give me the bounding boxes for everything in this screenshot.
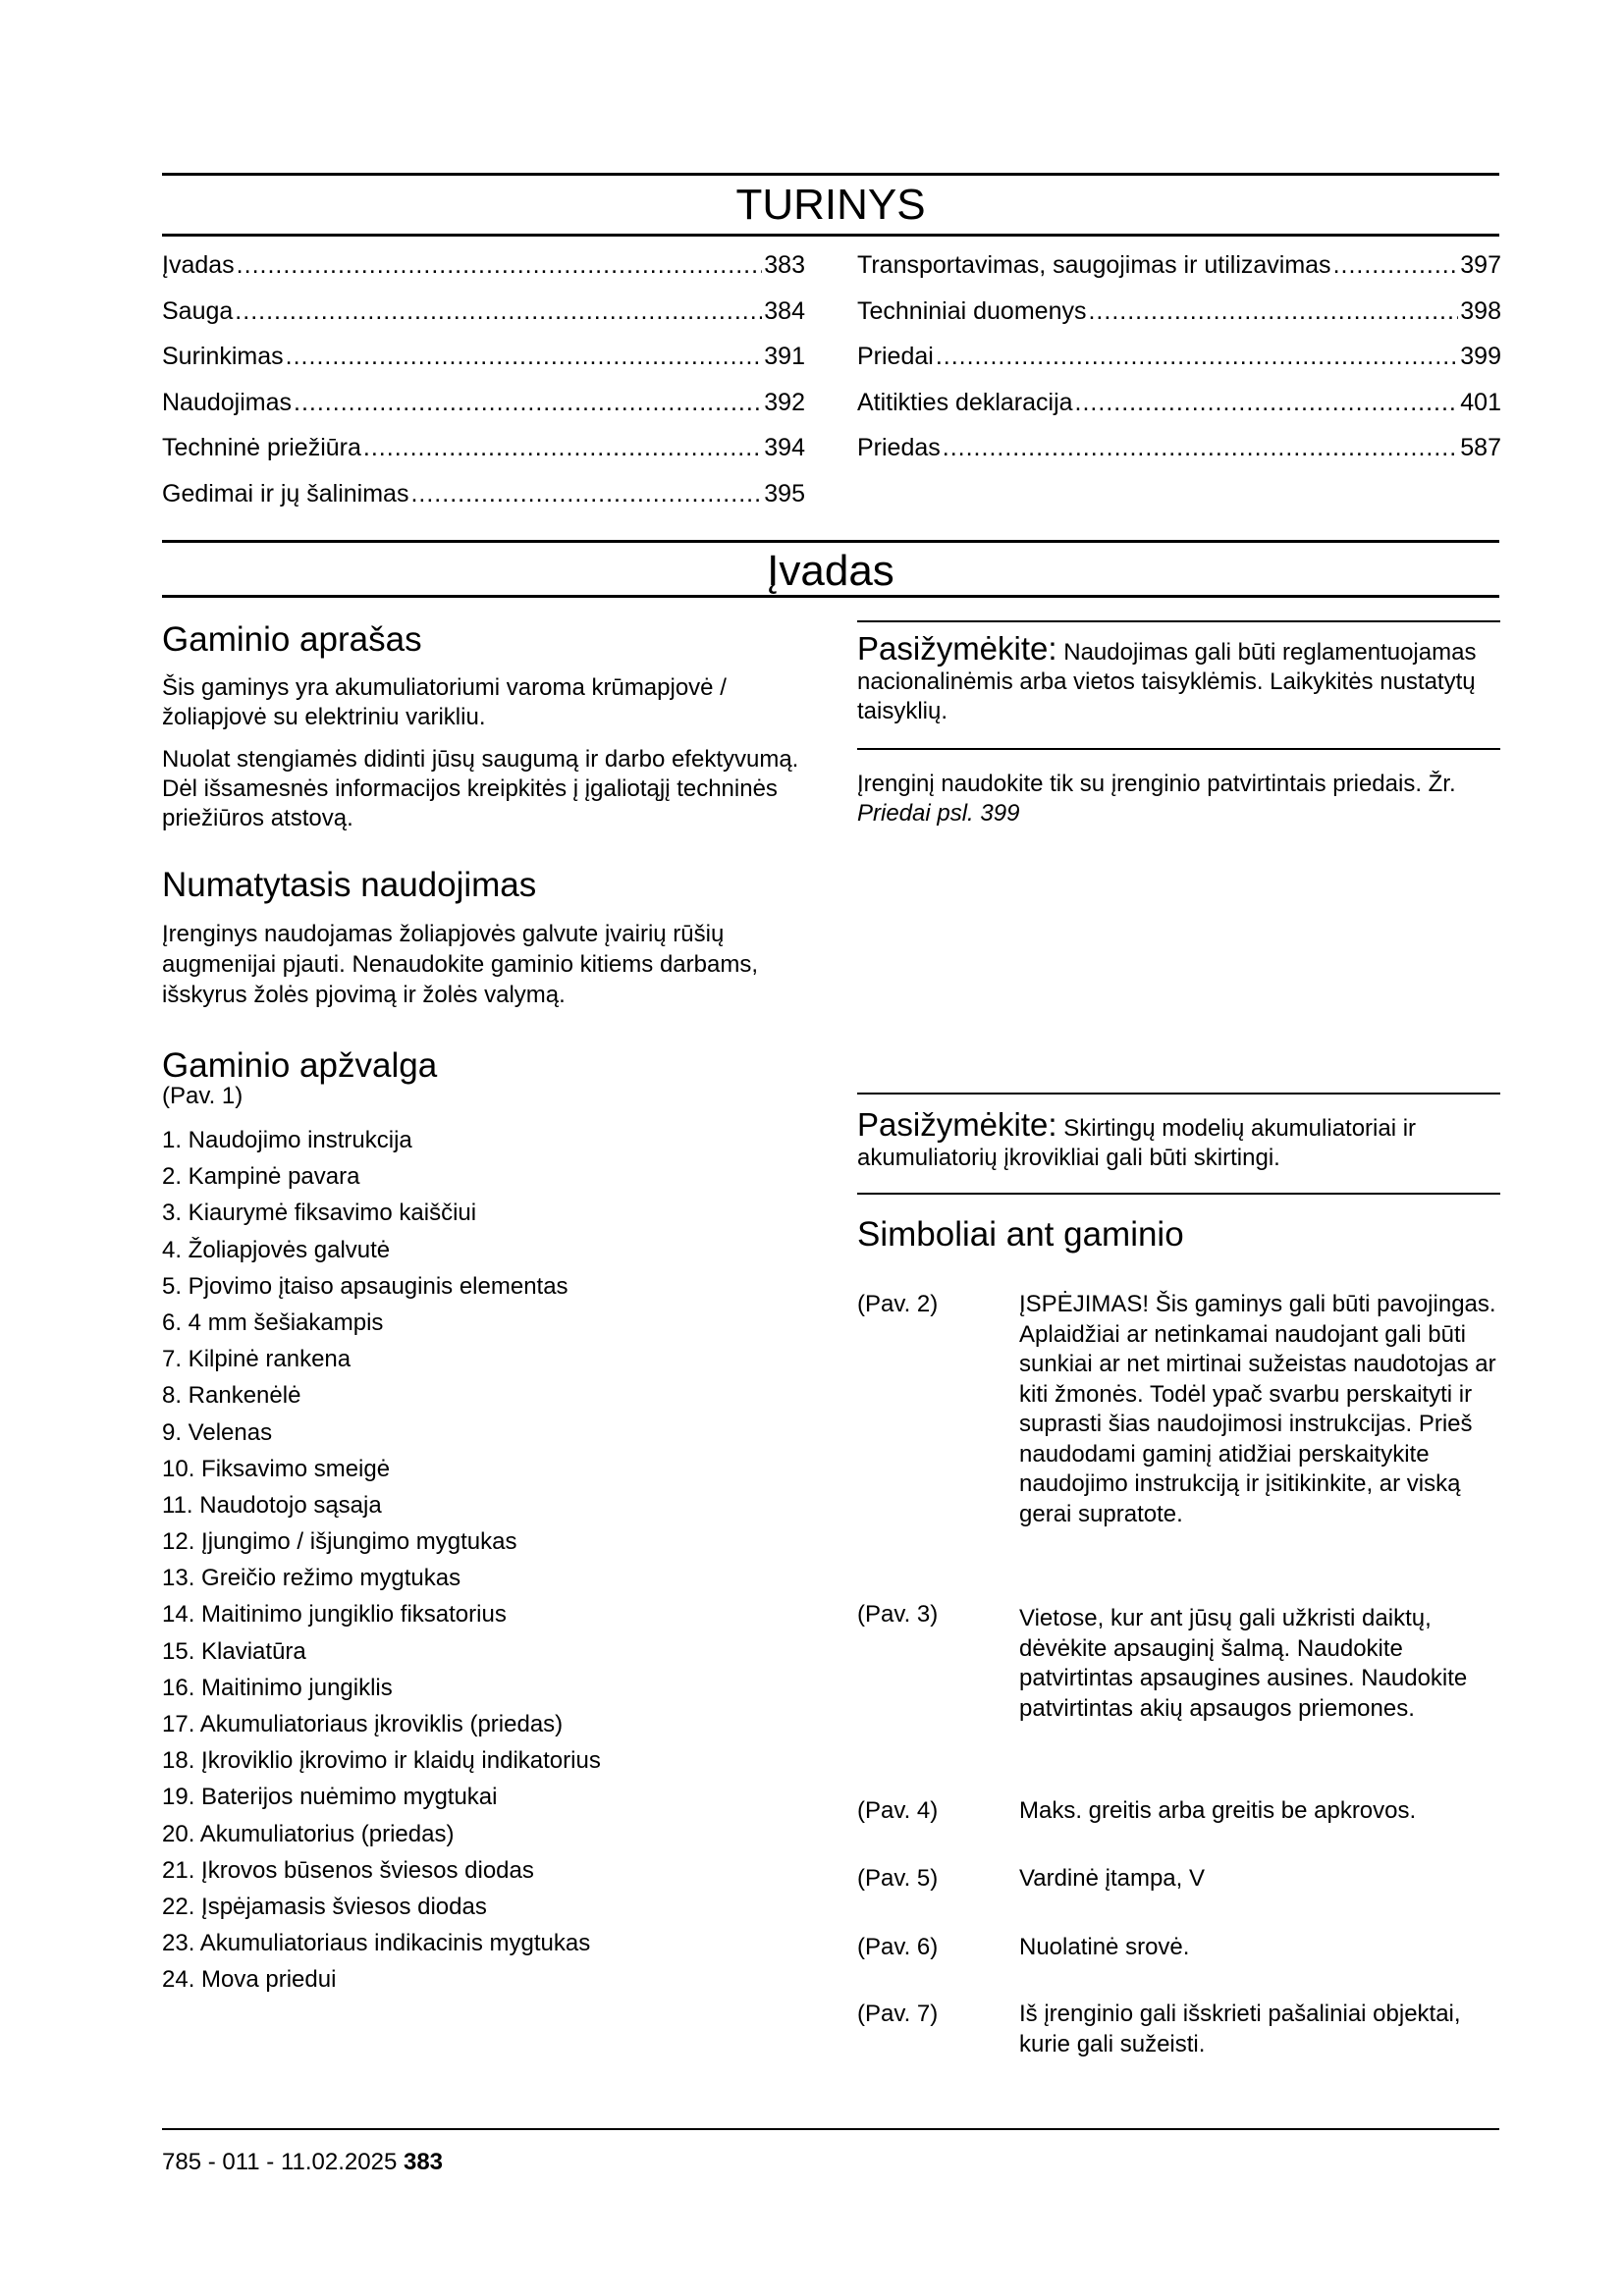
note-lead: Pasižymėkite: xyxy=(857,630,1057,667)
list-item: 9. Velenas xyxy=(162,1418,273,1446)
intended-use-heading: Numatytasis naudojimas xyxy=(162,866,537,904)
paragraph: Šis gaminys yra akumuliatoriumi varoma krūmapjovė / žoliapjovė su elektriniu varikliu. xyxy=(162,674,727,730)
toc-entry[interactable]: Sauga ..... 384 xyxy=(162,294,805,340)
toc-right-column xyxy=(857,247,1501,476)
toc-entry[interactable]: Gedimai ir jų šalinimas ..... 395 xyxy=(162,476,805,522)
symbol-description: Vardinė įtampa, V xyxy=(1019,1865,1205,1892)
intended-use xyxy=(162,864,800,1010)
figure-reference: (Pav. 5) xyxy=(857,1865,939,1892)
list-item: 19. Baterijos nuėmimo mygtukai xyxy=(162,1784,498,1811)
list-item: 12. Įjungimo / išjungimo mygtukas xyxy=(162,1528,517,1556)
figure-reference: (Pav. 6) xyxy=(857,1934,939,1960)
toc-left-column xyxy=(162,247,805,521)
symbol-description: Nuolatinė srovė. xyxy=(1019,1934,1190,1960)
list-item: 23. Akumuliatoriaus indikacinis mygtukas xyxy=(162,1930,591,1957)
symbol-description: Iš įrenginio gali išskrieti pašaliniai objektai, kurie gali sužeisti. xyxy=(1019,2001,1461,2057)
note-text: Naudojimas gali būti reglamentuojamas nacionalinėmis arba vietos taisyklėmis. Laikykitės nustatytų taisyklių. xyxy=(857,639,1477,724)
list-item: 17. Akumuliatoriaus įkroviklis (priedas) xyxy=(162,1711,564,1737)
toc-entry[interactable]: Priedai ..... 399 xyxy=(857,339,1501,385)
toc-entry[interactable]: Priedas ..... 587 xyxy=(857,430,1501,476)
list-item: 5. Pjovimo įtaiso apsauginis elementas xyxy=(162,1272,568,1300)
product-description xyxy=(162,618,800,833)
list-item: 20. Akumuliatorius (priedas) xyxy=(162,1820,455,1847)
toc-entry[interactable]: Surinkimas ..... 391 xyxy=(162,339,805,385)
figure-reference: (Pav. 2) xyxy=(857,1291,939,1317)
figure-reference: (Pav. 4) xyxy=(857,1797,939,1824)
list-item: 16. Maitinimo jungiklis xyxy=(162,1674,393,1701)
section-bottom-rule xyxy=(162,595,1499,598)
list-item: 24. Mova priedui xyxy=(162,1966,337,1994)
page-number: 383 xyxy=(403,2149,444,2175)
section-title: Įvadas xyxy=(767,547,894,595)
symbols-section xyxy=(857,1213,1500,1256)
list-item: 7. Kilpinė rankena xyxy=(162,1346,352,1373)
list-item: 8. Rankenėlė xyxy=(162,1382,301,1410)
toc-entry[interactable]: Naudojimas ..... 392 xyxy=(162,385,805,431)
overview-list xyxy=(162,1122,800,1999)
toc-title: TURINYS xyxy=(735,181,926,229)
accessories-text: Įrenginį naudokite tik su įrenginio patvirtintais priedais. Žr. xyxy=(857,771,1456,797)
paragraph: Įrenginys naudojamas žoliapjovės galvute įvairių rūšių augmenijai pjauti. Nenaudokite gaminio kitiems darbams, išskyrus žolės pjovimą ir žolės valymą. xyxy=(162,921,758,1008)
toc-entry[interactable]: Techninė priežiūra ..... 394 xyxy=(162,430,805,476)
list-item: 14. Maitinimo jungiklio fiksatorius xyxy=(162,1601,507,1629)
toc-entry[interactable]: Įvadas ..... 383 xyxy=(162,247,805,294)
symbols-heading: Simboliai ant gaminio xyxy=(857,1215,1184,1254)
list-item: 18. Įkroviklio įkrovimo ir klaidų indikatorius xyxy=(162,1747,601,1775)
list-item: 4. Žoliapjovės galvutė xyxy=(162,1236,391,1263)
product-overview-heading: Gaminio apžvalga xyxy=(162,1046,438,1085)
figure-reference: (Pav. 1) xyxy=(162,1083,244,1109)
toc-bottom-rule xyxy=(162,234,1499,237)
symbol-description: ĮSPĖJIMAS! Šis gaminys gali būti pavojingas. Aplaidžiai ar netinkamai naudojant gali būti sunkiai ar net mirtinai sužeistas naudotojas ar kiti žmonės. Todėl ypač svarbu perskaityti ir suprasti šias naudojimosi instrukcijas. Prieš naudodami gaminį atidžiai perskaitykite naudojimo instrukciją ir įsitikinkite, ar viską gerai supratote. xyxy=(1019,1291,1496,1527)
list-item: 10. Fiksavimo smeigė xyxy=(162,1455,391,1482)
product-description-heading: Gaminio aprašas xyxy=(162,620,422,659)
accessories-note xyxy=(857,770,1500,828)
toc-entry[interactable]: Techniniai duomenys ..... 398 xyxy=(857,294,1501,340)
page-footer xyxy=(162,2148,443,2177)
note-lead: Pasižymėkite: xyxy=(857,1106,1057,1143)
toc-top-rule xyxy=(162,173,1499,176)
list-item: 2. Kampinė pavara xyxy=(162,1163,360,1191)
toc-entry[interactable]: Atitikties deklaracija ..... 401 xyxy=(857,385,1501,431)
accessories-link[interactable]: Priedai psl. 399 xyxy=(857,800,1020,827)
symbol-description: Maks. greitis arba greitis be apkrovos. xyxy=(1019,1797,1417,1824)
note-batteries xyxy=(857,1093,1500,1195)
note-regulations xyxy=(857,620,1500,750)
list-item: 11. Naudotojo sąsaja xyxy=(162,1491,382,1519)
section-top-rule xyxy=(162,540,1499,543)
list-item: 1. Naudojimo instrukcija xyxy=(162,1127,412,1153)
paragraph: Nuolat stengiamės didinti jūsų saugumą ir darbo efektyvumą. Dėl išsamesnės informacijos kreipkitės į įgaliotąjį techninės priežiūros atstovą. xyxy=(162,746,799,831)
note-text: Skirtingų modelių akumuliatoriai ir akumuliatorių įkrovikliai gali būti skirtingi. xyxy=(857,1115,1417,1171)
symbol-description: Vietose, kur ant jūsų gali užkristi daiktų, dėvėkite apsauginį šalmą. Naudokite patvirtintas apsaugines ausines. Naudokite patvirtintas akių apsaugos priemones. xyxy=(1019,1605,1468,1722)
list-item: 22. Įspėjamasis šviesos diodas xyxy=(162,1893,487,1920)
figure-reference: (Pav. 7) xyxy=(857,2001,939,2027)
list-item: 3. Kiaurymė fiksavimo kaiščiui xyxy=(162,1200,477,1227)
figure-reference: (Pav. 3) xyxy=(857,1601,939,1628)
list-item: 13. Greičio režimo mygtukas xyxy=(162,1565,461,1592)
list-item: 15. Klaviatūra xyxy=(162,1637,306,1665)
document-code: 785 - 011 - 11.02.2025 xyxy=(162,2149,398,2175)
footer-rule xyxy=(162,2128,1499,2130)
list-item: 21. Įkrovos būsenos šviesos diodas xyxy=(162,1856,534,1884)
toc-entry[interactable]: Transportavimas, saugojimas ir utilizavimas ..... 397 xyxy=(857,247,1501,294)
list-item: 6. 4 mm šešiakampis xyxy=(162,1308,384,1336)
product-overview xyxy=(162,1044,800,1999)
